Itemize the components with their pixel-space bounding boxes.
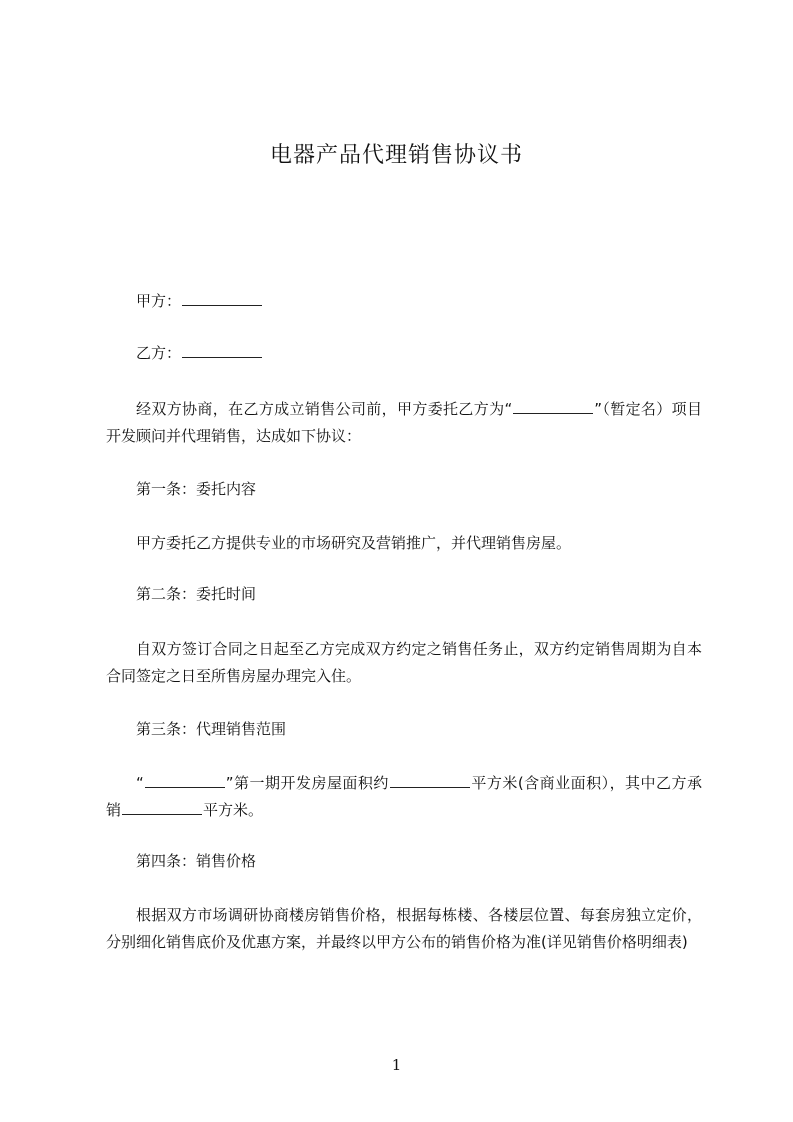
article4-heading: 第四条：销售价格 — [136, 852, 257, 870]
article1-heading: 第一条：委托内容 — [136, 480, 257, 498]
article1-body: 甲方委托乙方提供专业的市场研究及营销推广，并代理销售房屋。 — [136, 534, 572, 552]
article2-heading: 第二条：委托时间 — [136, 585, 257, 603]
article4-body: 根据双方市场调研协商楼房销售价格，根据每栋楼、各楼层位置、每套房独立定价，分别细化销售底价及优惠方案，并最终以甲方公布的销售价格为准(详见销售价格明细表) — [106, 906, 702, 951]
article3-text-2: ”第一期开发房屋面积约 — [225, 774, 389, 792]
article3-text-1: “ — [136, 774, 144, 792]
article3-text-3: 平方米(含商业面积），其中乙方承销 — [106, 774, 702, 819]
party-a-label: 甲方： — [136, 292, 182, 310]
page-number: 1 — [391, 1056, 402, 1074]
document-title: 电器产品代理销售协议书 — [269, 143, 523, 168]
party-a-blank — [182, 291, 262, 306]
article3-heading: 第三条：代理销售范围 — [136, 720, 287, 738]
total-area-blank — [390, 773, 470, 788]
article2-body: 自双方签订合同之日起至乙方完成双方约定之销售任务止，双方约定销售周期为自本合同签定之日至所售房屋办理完入住。 — [106, 640, 702, 685]
article3-text-4: 平方米。 — [203, 800, 264, 819]
project-name-blank — [513, 399, 593, 414]
party-a-line — [106, 288, 706, 314]
party-b-blank — [182, 343, 262, 358]
intro-text-1: 经双方协商，在乙方成立销售公司前，甲方委托乙方为“ — [136, 400, 513, 418]
intro-paragraph — [106, 396, 702, 449]
party-b-area-blank — [122, 800, 202, 815]
party-b-label: 乙方： — [136, 344, 182, 362]
party-b-line — [106, 340, 706, 366]
article3-body — [106, 770, 702, 823]
article3-project-blank — [145, 773, 225, 788]
intro-text-2: ”（暂定名）项目开发顾问并代理销售，达成如下协议： — [106, 400, 702, 445]
